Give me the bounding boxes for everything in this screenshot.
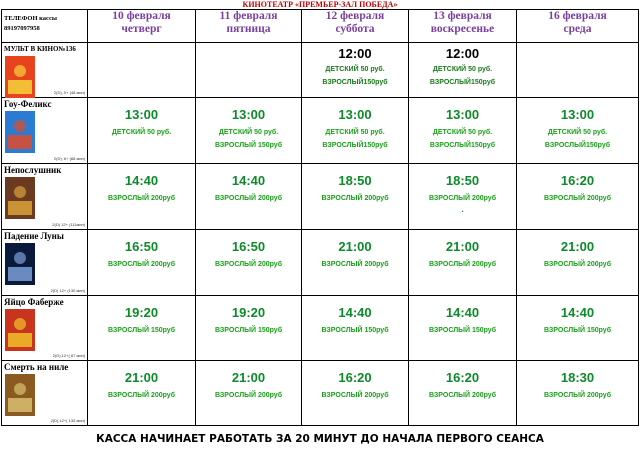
- session-cell: [88, 164, 196, 230]
- price-line: ДЕТСКИЙ 50 руб.: [325, 66, 385, 73]
- film-cell: [2, 164, 88, 230]
- price-line: ВЗРОСЛЫЙ 150руб: [543, 327, 612, 334]
- session-cell: [302, 230, 409, 296]
- session-time: 16:20: [445, 370, 480, 385]
- session-cell: [302, 98, 409, 164]
- price-line: ВЗРОСЛЫЙ 200руб: [321, 195, 389, 202]
- film-cell: [2, 296, 88, 361]
- session-time: 14:40: [124, 173, 159, 188]
- price-line: ДЕТСКИЙ 50 руб.: [432, 66, 493, 73]
- price-line: ВЗРОСЛЫЙ 150руб: [428, 327, 497, 334]
- session-cell: [409, 230, 517, 296]
- price-line: ДЕТСКИЙ 50 руб.: [111, 129, 172, 136]
- session-time: 13:00: [338, 107, 372, 122]
- session-cell: [196, 98, 302, 164]
- session-cell: [517, 361, 639, 426]
- price-line: ВЗРОСЛЫЙ 150руб: [107, 327, 176, 334]
- session-time: 13:00: [445, 107, 480, 122]
- price-line: ВЗРОСЛЫЙ 200руб: [543, 261, 612, 268]
- price-line: ВЗРОСЛЫЙ150руб: [429, 79, 496, 86]
- session-cell: [409, 98, 517, 164]
- session-cell: [196, 296, 302, 361]
- price-line: ВЗРОСЛЫЙ 150руб: [214, 142, 283, 149]
- price-line: ВЗРОСЛЫЙ 200руб: [214, 392, 283, 399]
- session-cell: [517, 43, 639, 98]
- film-title: Яйцо Фаберже: [4, 297, 64, 307]
- film-row: [2, 43, 639, 98]
- session-time: 18:30: [560, 370, 595, 385]
- day-date: 12 февраля: [325, 10, 385, 22]
- price-line: ВЗРОСЛЫЙ 200руб: [107, 261, 176, 268]
- session-cell: [302, 296, 409, 361]
- day-date: 11 февраля: [219, 10, 278, 22]
- session-cell: [88, 361, 196, 426]
- box-office-notice: КАССА НАЧИНАЕТ РАБОТАТЬ ЗА 20 МИНУТ ДО НАЧАЛА ПЕРВОГО СЕАНСА: [96, 433, 544, 445]
- film-row: [2, 230, 639, 296]
- session-cell: [196, 43, 302, 98]
- day-header: [196, 10, 302, 43]
- film-cell: [2, 98, 88, 164]
- page-title: КИНОТЕАТР «ПРЕМЬЕР-ЗАЛ ПОБЕДА»: [242, 0, 398, 9]
- price-line: ВЗРОСЛЫЙ 200руб: [214, 261, 283, 268]
- session-cell: [517, 296, 639, 361]
- price-line: ВЗРОСЛЫЙ 200руб: [321, 261, 389, 268]
- session-cell: [517, 98, 639, 164]
- session-time: 21:00: [560, 239, 595, 254]
- session-time: 13:00: [560, 107, 595, 122]
- price-line: ВЗРОСЛЫЙ 200руб: [107, 392, 176, 399]
- session-time: 19:20: [124, 305, 159, 320]
- price-line: ВЗРОСЛЫЙ150руб: [544, 142, 611, 149]
- header-row: [2, 10, 639, 43]
- film-cell: [2, 361, 88, 426]
- session-cell: [196, 230, 302, 296]
- price-line: ДЕТСКИЙ 50 руб.: [432, 129, 493, 136]
- film-poster: [5, 111, 35, 153]
- film-row: [2, 296, 639, 361]
- session-time: 12:00: [338, 46, 372, 61]
- price-line: ДЕТСКИЙ 50 руб.: [218, 129, 279, 136]
- day-header: [302, 10, 409, 43]
- price-line: ВЗРОСЛЫЙ 150руб: [321, 327, 389, 334]
- price-line: ВЗРОСЛЫЙ 200руб: [428, 261, 497, 268]
- session-time: 13:00: [231, 107, 266, 122]
- session-cell: [302, 164, 409, 230]
- session-time: 12:00: [445, 46, 480, 61]
- day-date: 10 февраля: [112, 10, 171, 22]
- day-weekday: среда: [563, 23, 592, 35]
- price-line: ВЗРОСЛЫЙ 200руб: [428, 195, 497, 202]
- price-line: .: [461, 205, 464, 214]
- phone-label: ТЕЛЕФОН кассы: [4, 15, 57, 22]
- film-info: 2(D) 12+ (111мин): [52, 222, 85, 227]
- film-cell: [2, 230, 88, 296]
- session-time: 13:00: [124, 107, 159, 122]
- film-title: МУЛЬТ В КИНО№136: [4, 45, 76, 53]
- session-time: 14:40: [445, 305, 480, 320]
- session-cell: [88, 43, 196, 98]
- price-line: ВЗРОСЛЫЙ150руб: [322, 79, 388, 86]
- session-cell: [302, 361, 409, 426]
- phone-cell: [2, 10, 88, 43]
- session-time: 18:50: [445, 173, 480, 188]
- film-info: 2(D),12+( 133 мин): [50, 418, 85, 423]
- session-time: 16:50: [231, 239, 266, 254]
- price-line: ДЕТСКИЙ 50 руб.: [325, 129, 385, 136]
- session-cell: [517, 230, 639, 296]
- film-row: [2, 98, 639, 164]
- film-row: [2, 361, 639, 426]
- film-poster: [5, 243, 35, 285]
- schedule-table: [1, 9, 639, 426]
- price-line: ВЗРОСЛЫЙ 200руб: [214, 195, 283, 202]
- session-cell: [409, 43, 517, 98]
- film-info: 2(D) 12+ (130 мин): [50, 288, 85, 293]
- price-line: ВЗРОСЛЫЙ 200руб: [543, 195, 612, 202]
- film-cell: [2, 43, 88, 98]
- session-time: 14:40: [338, 305, 372, 320]
- day-weekday: суббота: [335, 23, 375, 35]
- film-title: Гоу-Феликс: [4, 99, 52, 109]
- session-time: 21:00: [231, 370, 266, 385]
- session-cell: [409, 361, 517, 426]
- film-info: 2(D), 0+ (48 мин): [53, 90, 85, 95]
- session-time: 16:50: [124, 239, 159, 254]
- session-cell: [409, 164, 517, 230]
- session-cell: [88, 230, 196, 296]
- price-line: ВЗРОСЛЫЙ 150руб: [214, 327, 283, 334]
- day-header: [409, 10, 517, 43]
- session-cell: [196, 164, 302, 230]
- film-poster: [5, 56, 35, 98]
- film-title: Непослушник: [4, 165, 62, 175]
- day-header: [517, 10, 639, 43]
- day-header: [88, 10, 196, 43]
- phone-number: 89197097958: [4, 25, 40, 32]
- session-time: 19:20: [231, 305, 266, 320]
- film-title: Падение Луны: [4, 231, 64, 241]
- session-time: 21:00: [338, 239, 372, 254]
- price-line: ВЗРОСЛЫЙ 200руб: [543, 392, 612, 399]
- session-time: 21:00: [124, 370, 159, 385]
- session-cell: [88, 98, 196, 164]
- price-line: ВЗРОСЛЫЙ150руб: [429, 142, 496, 149]
- session-time: 14:40: [560, 305, 595, 320]
- day-weekday: четверг: [121, 23, 162, 35]
- day-weekday: пятница: [226, 23, 271, 35]
- session-cell: [302, 43, 409, 98]
- film-row: [2, 164, 639, 230]
- film-poster: [5, 374, 35, 416]
- session-time: 16:20: [338, 370, 372, 385]
- session-time: 16:20: [560, 173, 595, 188]
- session-time: 18:50: [338, 173, 372, 188]
- session-cell: [517, 164, 639, 230]
- day-date: 16 февраля: [548, 10, 607, 22]
- film-info: 2(D),12+( 87 мин): [52, 353, 85, 358]
- session-time: 21:00: [445, 239, 480, 254]
- price-line: ВЗРОСЛЫЙ 200руб: [107, 195, 176, 202]
- price-line: ВЗРОСЛЫЙ150руб: [322, 142, 388, 149]
- film-poster: [5, 309, 35, 351]
- day-date: 13 февраля: [433, 10, 492, 22]
- film-poster: [5, 177, 35, 219]
- price-line: ВЗРОСЛЫЙ 200руб: [321, 392, 389, 399]
- session-cell: [196, 361, 302, 426]
- film-title: Смерть на ниле: [4, 362, 69, 372]
- session-cell: [88, 296, 196, 361]
- price-line: ВЗРОСЛЫЙ 200руб: [428, 392, 497, 399]
- session-time: 14:40: [231, 173, 266, 188]
- price-line: ДЕТСКИЙ 50 руб.: [547, 129, 608, 136]
- day-weekday: воскресенье: [430, 23, 495, 35]
- film-info: 2(D), 6+ (88 мин): [53, 156, 85, 161]
- session-cell: [409, 296, 517, 361]
